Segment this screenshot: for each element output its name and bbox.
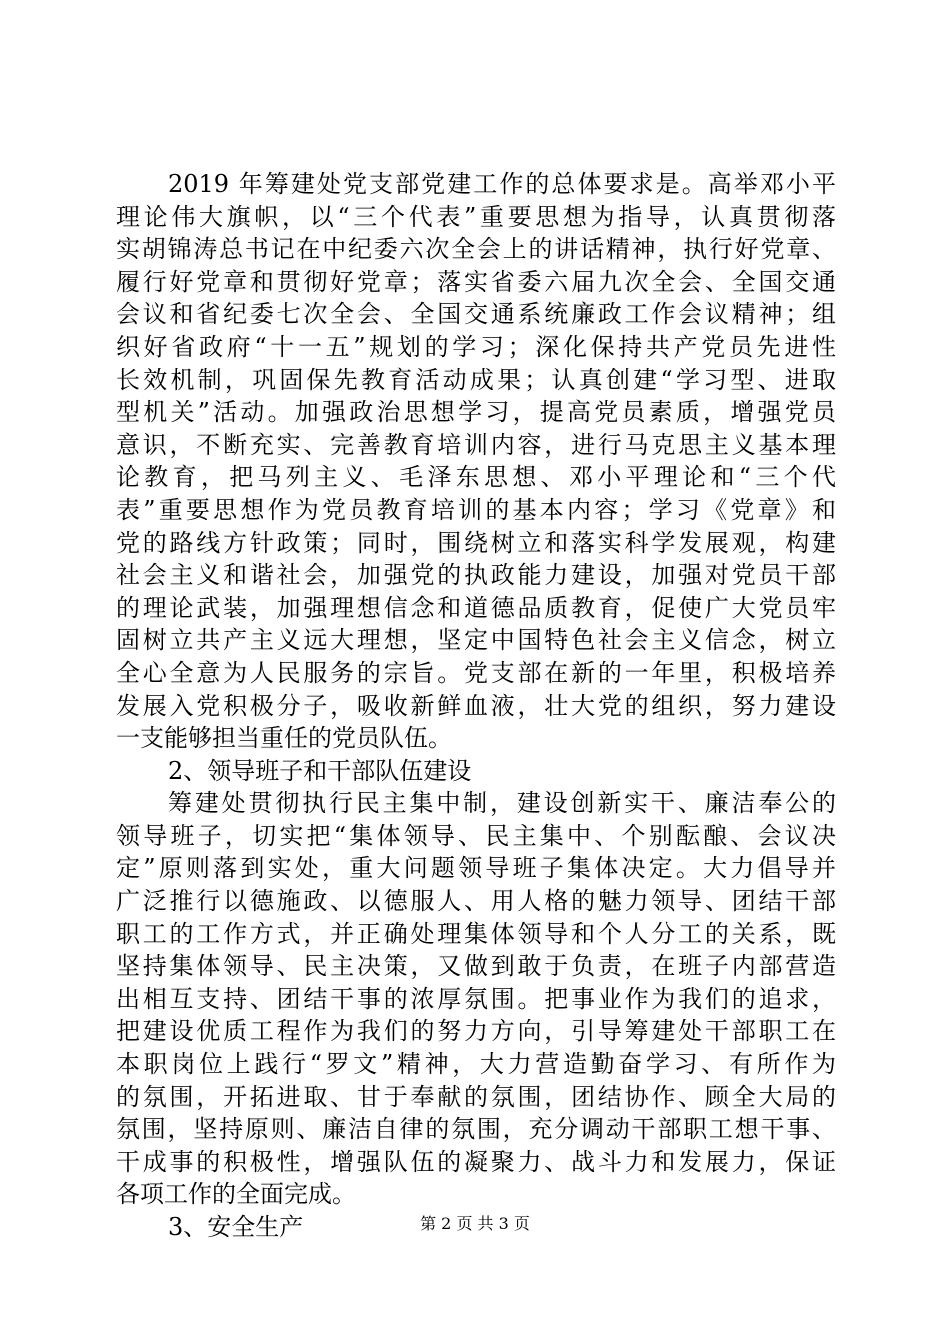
text-line: 出相互支持、团结干事的浓厚氛围。把事业作为我们的追求，	[116, 984, 836, 1013]
text-line: 论教育，把马列主义、毛泽东思想、邓小平理论和“三个代	[116, 463, 836, 492]
document-body	[116, 168, 836, 1244]
text-line: 织好省政府“十一五”规划的学习；深化保持共产党员先进性	[116, 332, 836, 361]
text-line: 一支能够担当重任的党员队伍。	[116, 724, 452, 753]
text-line: 定”原则落到实处，重大问题领导班子集体决定。大力倡导并	[116, 854, 836, 883]
text-line: 固树立共产主义远大理想，坚定中国特色社会主义信念，树立	[116, 626, 836, 655]
page-footer: 第 2 页 共 3 页	[420, 1214, 530, 1233]
text-line: 长效机制，巩固保先教育活动成果；认真创建“学习型、进取	[116, 365, 836, 394]
text-line: 实胡锦涛总书记在中纪委六次全会上的讲话精神，执行好党章、	[116, 235, 836, 264]
text-line: 党的路线方针政策；同时，围绕树立和落实科学发展观，构建	[116, 528, 836, 557]
text-line: 履行好党章和贯彻好党章；落实省委六届九次全会、全国交通	[116, 267, 836, 296]
text-line: 氛围，坚持原则、廉洁自律的氛围，充分调动干部职工想干事、	[116, 1115, 836, 1144]
text-line: 的氛围，开拓进取、甘于奉献的氛围，团结协作、顾全大局的	[116, 1082, 836, 1111]
text-line: 把建设优质工程作为我们的努力方向，引导筹建处干部职工在	[116, 1017, 836, 1046]
text-line: 型机关”活动。加强政治思想学习，提高党员素质，增强党员	[116, 398, 836, 427]
text-line: 的理论武装，加强理想信念和道德品质教育，促使广大党员牢	[116, 593, 836, 622]
text-line: 广泛推行以德施政、以德服人、用人格的魅力领导、团结干部	[116, 887, 836, 916]
text-line: 3、安全生产	[168, 1213, 304, 1241]
text-line: 坚持集体领导、民主决策，又做到敢于负责，在班子内部营造	[116, 952, 836, 981]
text-line: 表”重要思想作为党员教育培训的基本内容；学习《党章》和	[116, 495, 836, 524]
text-line: 筹建处贯彻执行民主集中制，建设创新实干、廉洁奉公的	[168, 789, 836, 818]
text-line: 2、领导班子和干部队伍建设	[168, 756, 472, 785]
text-line: 会议和省纪委七次全会、全国交通系统廉政工作会议精神；组	[116, 300, 836, 329]
text-line: 2019 年筹建处党支部党建工作的总体要求是。高举邓小平	[168, 170, 836, 198]
text-line: 各项工作的全面完成。	[116, 1180, 356, 1209]
text-line: 全心全意为人民服务的宗旨。党支部在新的一年里，积极培养	[116, 658, 836, 687]
text-line: 领导班子，切实把“集体领导、民主集中、个别酝酿、会议决	[116, 821, 836, 850]
text-line: 理论伟大旗帜，以“三个代表”重要思想为指导，认真贯彻落	[116, 202, 836, 231]
text-line: 本职岗位上践行“罗文”精神，大力营造勤奋学习、有所作为	[116, 1050, 836, 1079]
text-line: 意识，不断充实、完善教育培训内容，进行马克思主义基本理	[116, 430, 836, 459]
text-line: 发展入党积极分子，吸收新鲜血液，壮大党的组织，努力建设	[116, 691, 836, 720]
text-line: 职工的工作方式，并正确处理集体领导和个人分工的关系，既	[116, 919, 836, 948]
text-line: 社会主义和谐社会，加强党的执政能力建设，加强对党员干部	[116, 561, 836, 590]
text-line: 干成事的积极性，增强队伍的凝聚力、战斗力和发展力，保证	[116, 1147, 836, 1176]
